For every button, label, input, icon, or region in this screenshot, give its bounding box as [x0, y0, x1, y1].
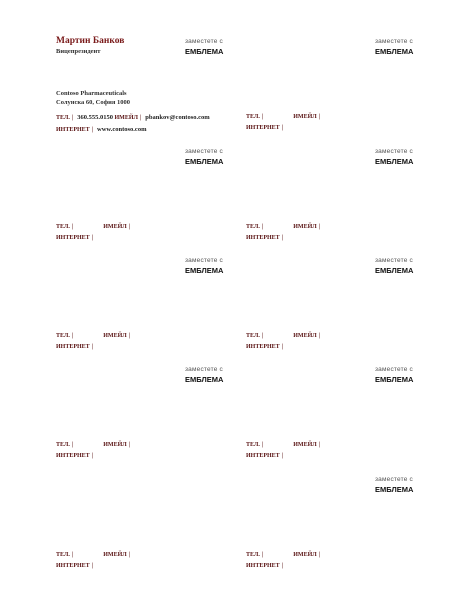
web-label: ИНТЕРНЕТ	[246, 563, 280, 569]
email-label: ИМЕЙЛ	[114, 115, 138, 121]
separator: |	[318, 333, 321, 339]
logo-line1: заместете с	[185, 257, 224, 264]
web-value: www.contoso.com	[97, 126, 147, 133]
logo-line1: заместете с	[375, 476, 414, 483]
separator: |	[71, 333, 74, 339]
separator: |	[91, 235, 94, 241]
web-label: ИНТЕРНЕТ	[56, 235, 90, 241]
separator: |	[91, 453, 94, 459]
email-label: ИМЕЙЛ	[103, 333, 127, 339]
business-card-5	[56, 255, 246, 363]
logo-line2: ЕМБЛЕМА	[185, 266, 224, 275]
logo-line1: заместете с	[375, 148, 414, 155]
business-card-2	[246, 36, 436, 144]
phone-label: ТЕЛ.	[246, 224, 260, 230]
card-contact	[56, 112, 246, 136]
separator: |	[281, 344, 284, 350]
separator: |	[318, 552, 321, 558]
email-label: ИМЕЙЛ	[103, 442, 127, 448]
logo-line1: заместете с	[375, 38, 414, 45]
separator: |	[261, 552, 264, 558]
business-card-6	[246, 255, 436, 363]
separator: |	[139, 115, 142, 121]
card-title: Вицепрезидент	[56, 48, 101, 55]
separator: |	[91, 563, 94, 569]
card-contact	[246, 112, 436, 134]
web-label: ИНТЕРНЕТ	[246, 235, 280, 241]
business-card-10	[246, 474, 436, 582]
logo-placeholder[interactable]	[375, 257, 435, 275]
phone-label: ТЕЛ.	[246, 333, 260, 339]
phone-value: 360.555.0150	[77, 114, 113, 121]
card-contact	[246, 222, 436, 244]
phone-label: ТЕЛ.	[56, 442, 70, 448]
email-label: ИМЕЙЛ	[103, 224, 127, 230]
card-address: Солунска 60, София 1000	[56, 99, 130, 106]
card-contact	[246, 550, 436, 572]
separator: |	[281, 453, 284, 459]
phone-label: ТЕЛ.	[56, 333, 70, 339]
card-contact	[56, 550, 246, 572]
card-contact	[246, 440, 436, 462]
phone-label: ТЕЛ.	[246, 114, 260, 120]
logo-line1: заместете с	[375, 366, 414, 373]
web-label: ИНТЕРНЕТ	[56, 453, 90, 459]
separator: |	[71, 224, 74, 230]
email-label: ИМЕЙЛ	[293, 333, 317, 339]
logo-placeholder[interactable]	[185, 148, 245, 166]
separator: |	[261, 442, 264, 448]
logo-placeholder[interactable]	[185, 257, 245, 275]
logo-line1: заместете с	[185, 366, 224, 373]
separator: |	[128, 224, 131, 230]
separator: |	[318, 442, 321, 448]
business-card-7	[56, 364, 246, 472]
logo-line2: ЕМБЛЕМА	[375, 157, 414, 166]
separator: |	[128, 442, 131, 448]
card-contact	[56, 440, 246, 462]
web-label: ИНТЕРНЕТ	[56, 127, 90, 133]
email-value: pbankov@contoso.com	[145, 114, 210, 121]
logo-line2: ЕМБЛЕМА	[375, 375, 414, 384]
email-label: ИМЕЙЛ	[293, 114, 317, 120]
card-name: Мартин Банков	[56, 36, 125, 46]
business-card-1	[56, 36, 246, 144]
separator: |	[91, 344, 94, 350]
separator: |	[128, 333, 131, 339]
business-card-9	[56, 474, 246, 582]
logo-line2: ЕМБЛЕМА	[185, 375, 224, 384]
logo-placeholder[interactable]	[185, 366, 245, 384]
logo-placeholder[interactable]	[375, 366, 435, 384]
separator: |	[318, 224, 321, 230]
business-card-8	[246, 364, 436, 472]
web-label: ИНТЕРНЕТ	[56, 344, 90, 350]
separator: |	[71, 442, 74, 448]
separator: |	[71, 115, 74, 121]
phone-label: ТЕЛ.	[56, 552, 70, 558]
separator: |	[281, 235, 284, 241]
web-label: ИНТЕРНЕТ	[246, 453, 280, 459]
card-contact	[246, 331, 436, 353]
logo-placeholder[interactable]	[185, 38, 245, 56]
email-label: ИМЕЙЛ	[293, 442, 317, 448]
web-label: ИНТЕРНЕТ	[246, 344, 280, 350]
logo-placeholder[interactable]	[375, 148, 435, 166]
logo-placeholder[interactable]	[375, 476, 435, 494]
email-label: ИМЕЙЛ	[293, 224, 317, 230]
separator: |	[261, 224, 264, 230]
business-card-4	[246, 146, 436, 254]
card-company: Contoso Pharmaceuticals	[56, 90, 127, 97]
email-label: ИМЕЙЛ	[293, 552, 317, 558]
separator: |	[281, 563, 284, 569]
web-label: ИНТЕРНЕТ	[56, 563, 90, 569]
separator: |	[128, 552, 131, 558]
separator: |	[71, 552, 74, 558]
logo-placeholder[interactable]	[375, 38, 435, 56]
separator: |	[261, 114, 264, 120]
email-label: ИМЕЙЛ	[103, 552, 127, 558]
logo-line1: заместете с	[185, 148, 224, 155]
phone-label: ТЕЛ.	[246, 552, 260, 558]
logo-line1: заместете с	[185, 38, 224, 45]
logo-line1: заместете с	[375, 257, 414, 264]
separator: |	[281, 125, 284, 131]
business-card-3	[56, 146, 246, 254]
card-contact	[56, 222, 246, 244]
separator: |	[318, 114, 321, 120]
web-label: ИНТЕРНЕТ	[246, 125, 280, 131]
logo-line2: ЕМБЛЕМА	[185, 47, 224, 56]
logo-line2: ЕМБЛЕМА	[375, 485, 414, 494]
phone-label: ТЕЛ.	[56, 224, 70, 230]
logo-line2: ЕМБЛЕМА	[375, 47, 414, 56]
separator: |	[261, 333, 264, 339]
logo-line2: ЕМБЛЕМА	[185, 157, 224, 166]
card-contact	[56, 331, 246, 353]
logo-line2: ЕМБЛЕМА	[375, 266, 414, 275]
separator: |	[91, 127, 94, 133]
phone-label: ТЕЛ.	[56, 115, 70, 121]
phone-label: ТЕЛ.	[246, 442, 260, 448]
